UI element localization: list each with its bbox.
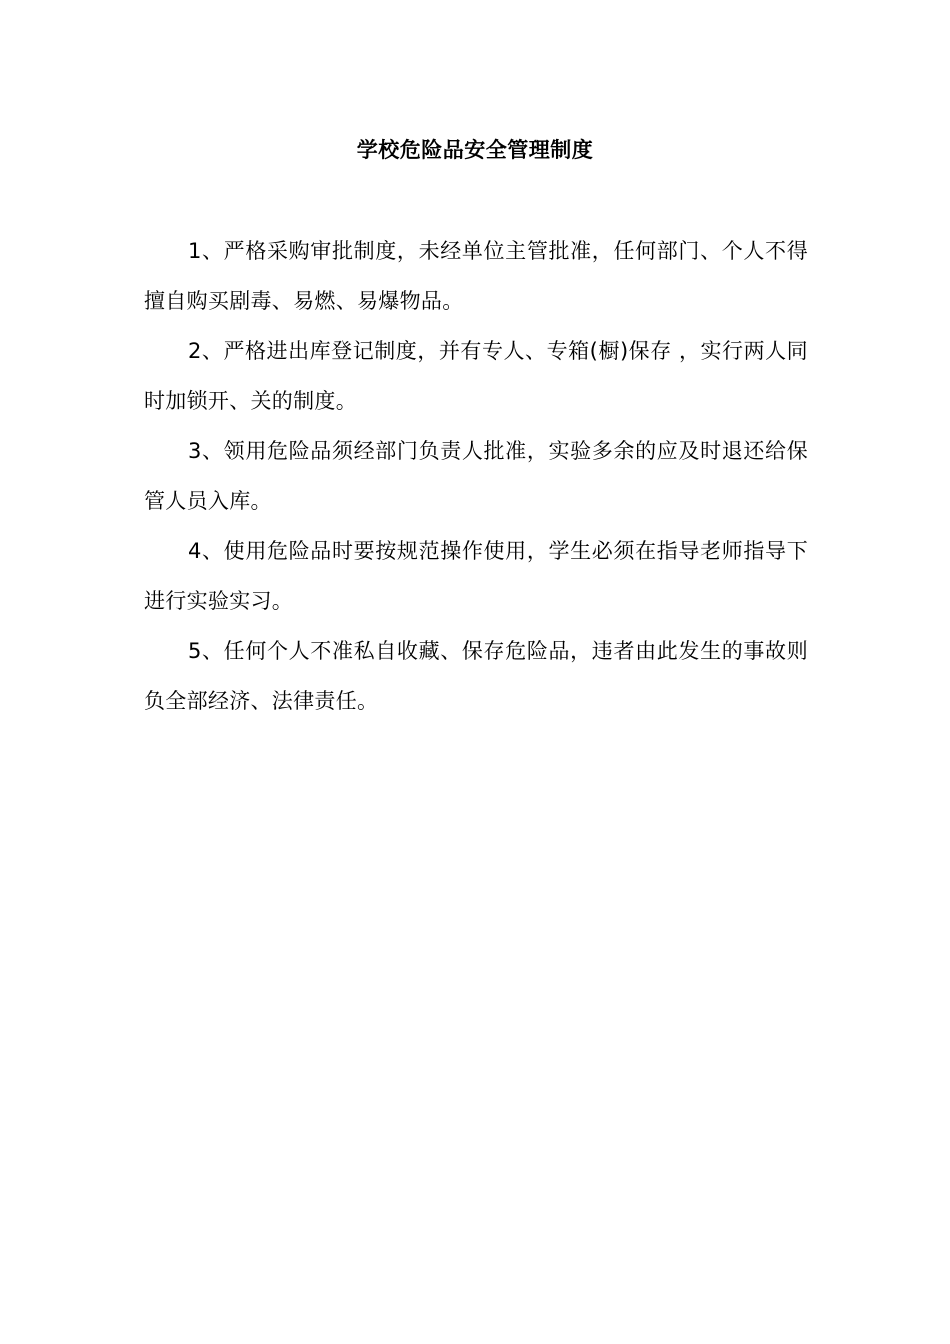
rule-paragraph-1: 1、严格采购审批制度，未经单位主管批准，任何部门、个人不得擅自购买剧毒、易燃、易爆物品。 xyxy=(144,239,808,313)
rule-paragraph-2: 2、严格进出库登记制度，并有专人、专箱(橱)保存 ，实行两人同时加锁开、关的制度。 xyxy=(144,339,808,413)
rule-paragraph-4: 4、使用危险品时要按规范操作使用，学生必须在指导老师指导下进行实验实习。 xyxy=(144,539,808,613)
document-body xyxy=(144,226,808,726)
document-title: 学校危险品安全管理制度 xyxy=(356,138,594,162)
rule-paragraph-3: 3、领用危险品须经部门负责人批准，实验多余的应及时退还给保管人员入库。 xyxy=(144,439,808,513)
rule-paragraph-5: 5、任何个人不准私自收藏、保存危险品，违者由此发生的事故则负全部经济、法律责任。 xyxy=(144,639,808,713)
